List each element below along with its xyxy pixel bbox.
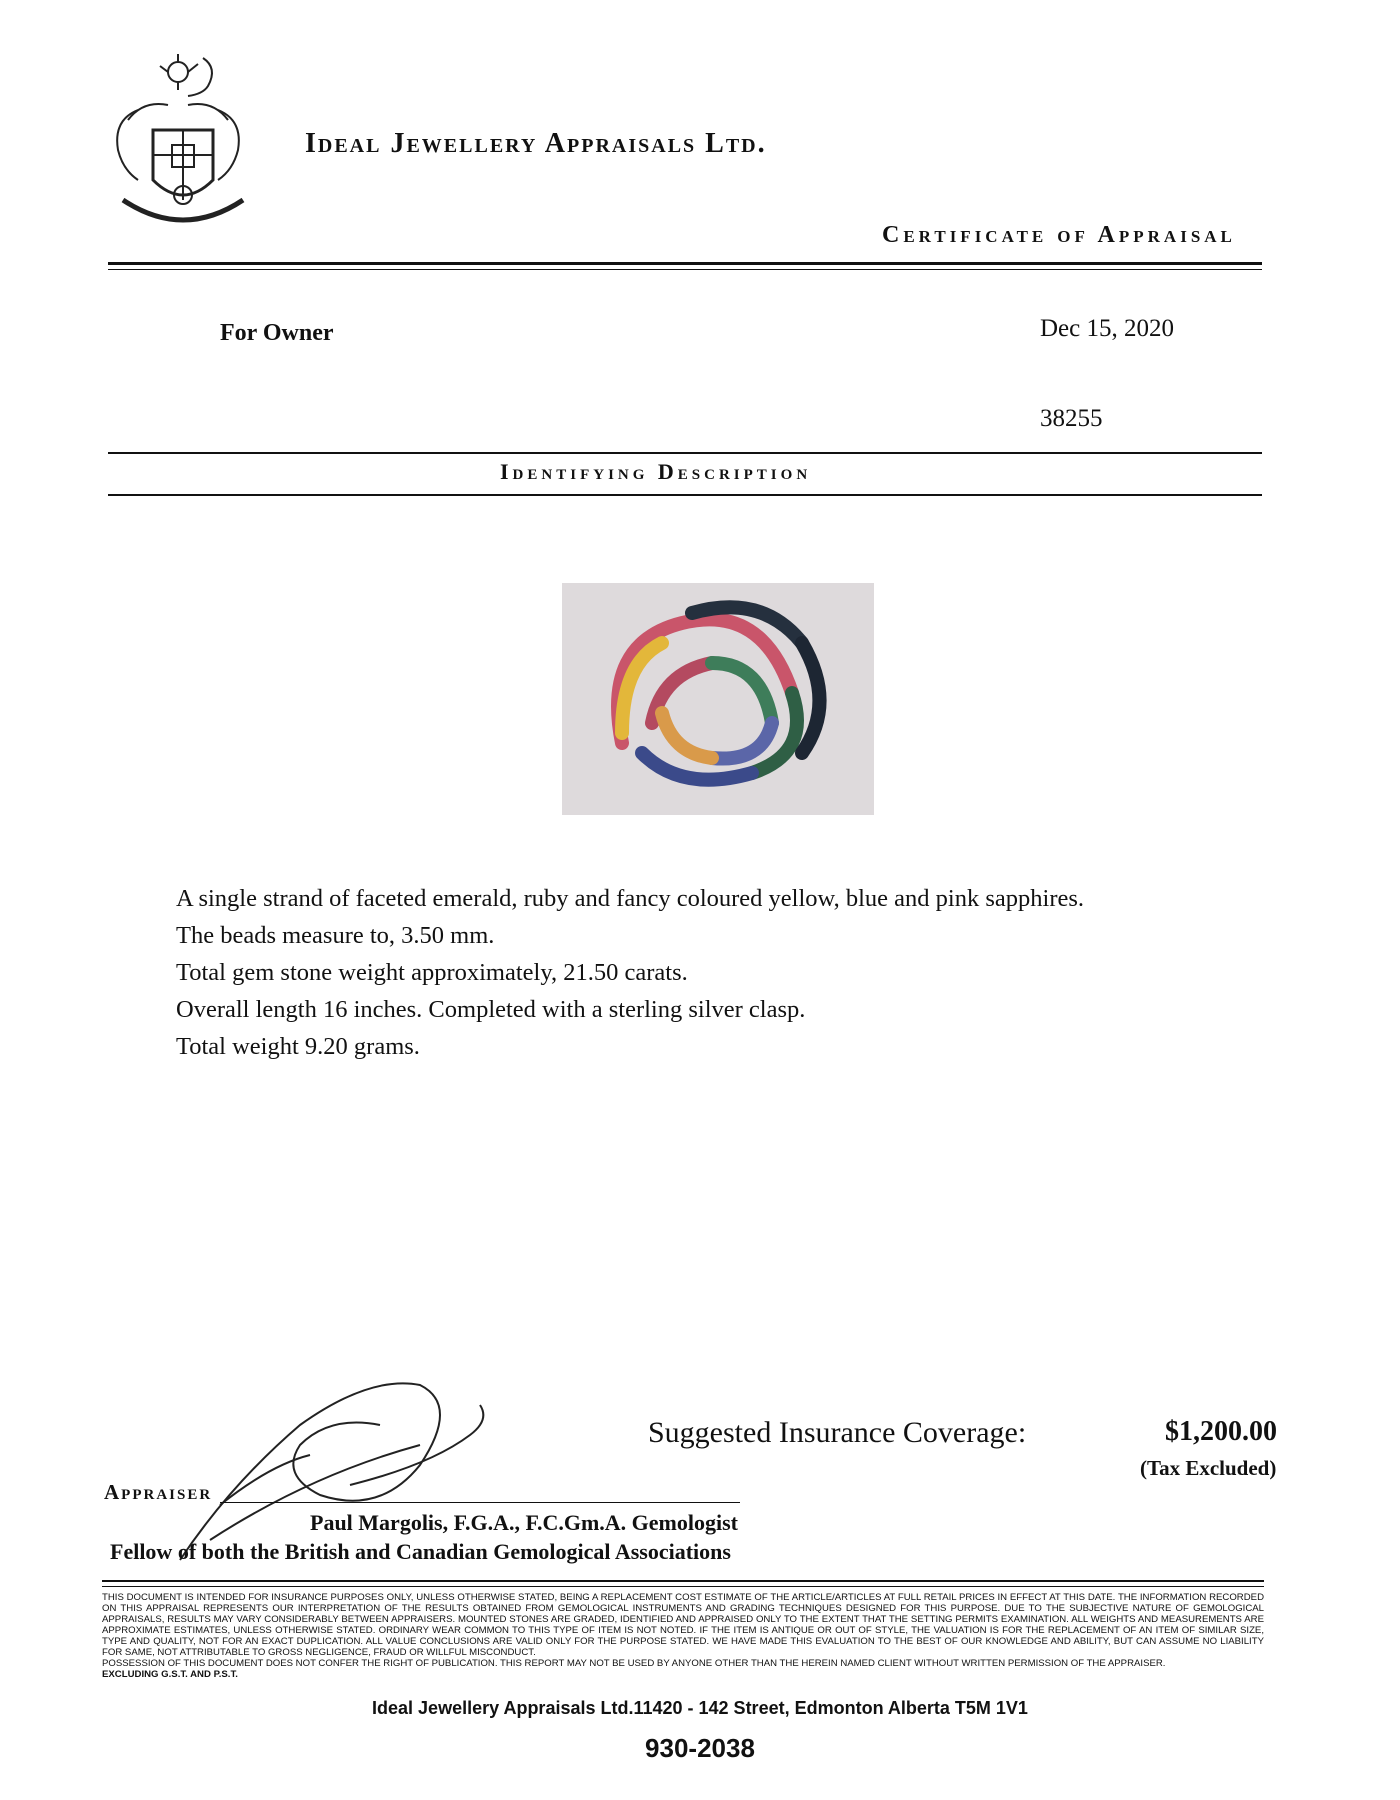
- coverage-label: Suggested Insurance Coverage:: [648, 1416, 1027, 1449]
- appraiser-name: Paul Margolis, F.G.A., F.C.Gm.A. Gemologist: [310, 1510, 738, 1535]
- description-line: Total gem stone weight approximately, 21.50 carats.: [176, 959, 688, 986]
- description-line: The beads measure to, 3.50 mm.: [176, 922, 495, 949]
- item-description: [176, 880, 1084, 1065]
- footer-divider: [102, 1580, 1264, 1582]
- section-divider-top: [108, 452, 1262, 454]
- tax-exclusion-note: EXCLUDING G.S.T. AND P.S.T.: [102, 1669, 238, 1680]
- owner-label: For Owner: [220, 320, 334, 346]
- coverage-value: $1,200.00: [1165, 1416, 1277, 1447]
- description-line: Total weight 9.20 grams.: [176, 1033, 420, 1060]
- section-divider-bottom: [108, 494, 1262, 496]
- appraiser-fellowship: Fellow of both the British and Canadian Gemological Associations: [110, 1539, 731, 1564]
- document-title: Certificate of Appraisal: [882, 222, 1236, 248]
- necklace-photo: [562, 583, 874, 815]
- signature-line: [220, 1502, 740, 1503]
- coat-of-arms-crest: [108, 50, 258, 235]
- company-phone: 930-2038: [645, 1733, 755, 1763]
- description-line: Overall length 16 inches. Completed with a sterling silver clasp.: [176, 996, 806, 1023]
- tax-note: (Tax Excluded): [1140, 1456, 1277, 1480]
- company-address: Ideal Jewellery Appraisals Ltd.11420 - 142 Street, Edmonton Alberta T5M 1V1: [372, 1698, 1028, 1718]
- disclaimer: [102, 1592, 1264, 1680]
- disclaimer-text: THIS DOCUMENT IS INTENDED FOR INSURANCE PURPOSES ONLY, UNLESS OTHERWISE STATED, BEING A REPLACEMENT COST ESTIMATE OF THE ARTICLE/ARTICLES AT FULL RETAIL PRICES IN EFFECT AT THIS DATE. THE INFORMATION RECORDED ON THIS APPRAISAL REPRESENTS OUR INTERPRETATION OF THE RESULTS OBTAINED FROM GEMOLOGICAL INSTRUMENTS AND GRADING TECHNIQUES DESIGNED FOR THIS PURPOSE. DUE TO THE SUBJECTIVE NATURE OF GEMOLOGICAL APPRAISALS, RESULTS MAY VARY CONSIDERABLY BETWEEN APPRAISERS. MOUNTED STONES ARE GRADED, IDENTIFIED AND APPRAISED ONLY TO THE EXTENT THAT THE SETTING PERMITS EXAMINATION. ALL WEIGHTS AND MEASUREMENTS ARE APPROXIMATE ESTIMATES, UNLESS OTHERWISE STATED. ORDINARY WEAR COMMON TO THIS TYPE OF ITEM IS NOT NOTED. IF THE ITEM IS ANTIQUE OR OUT OF STYLE, THE VALUATION IS FOR THE REPLACEMENT OF AN ITEM OF SIMILAR SIZE, TYPE AND QUALITY, NOT FOR AN EXACT DUPLICATION. ALL VALUE CONCLUSIONS ARE VALID ONLY FOR THE PURPOSE STATED. WE HAVE MADE THIS EVALUATION TO THE BEST OF OUR KNOWLEDGE AND ABILITY, BUT CAN ASSUME NO LIABILITY FOR SAME, NOT ATTRIBUTABLE TO GROSS NEGLIGENCE, FRAUD OR WILLFUL MISCONDUCT.: [102, 1592, 1264, 1658]
- appraiser-label: Appraiser: [104, 1480, 213, 1504]
- header-divider: [108, 262, 1262, 265]
- company-name: Ideal Jewellery Appraisals Ltd.: [305, 128, 767, 159]
- description-line: A single strand of faceted emerald, ruby and fancy coloured yellow, blue and pink sapphires.: [176, 885, 1085, 912]
- reference-number: 38255: [1040, 405, 1103, 432]
- header-divider-thin: [108, 269, 1262, 270]
- possession-note: POSSESSION OF THIS DOCUMENT DOES NOT CONFER THE RIGHT OF PUBLICATION. THIS REPORT MAY NOT BE USED BY ANYONE OTHER THAN THE HEREIN NAMED CLIENT WITHOUT WRITTEN PERMISSION OF THE APPRAISER.: [102, 1658, 1166, 1669]
- footer-divider-thin: [102, 1586, 1264, 1587]
- section-heading: Identifying Description: [500, 459, 812, 484]
- appraisal-date: Dec 15, 2020: [1040, 315, 1174, 342]
